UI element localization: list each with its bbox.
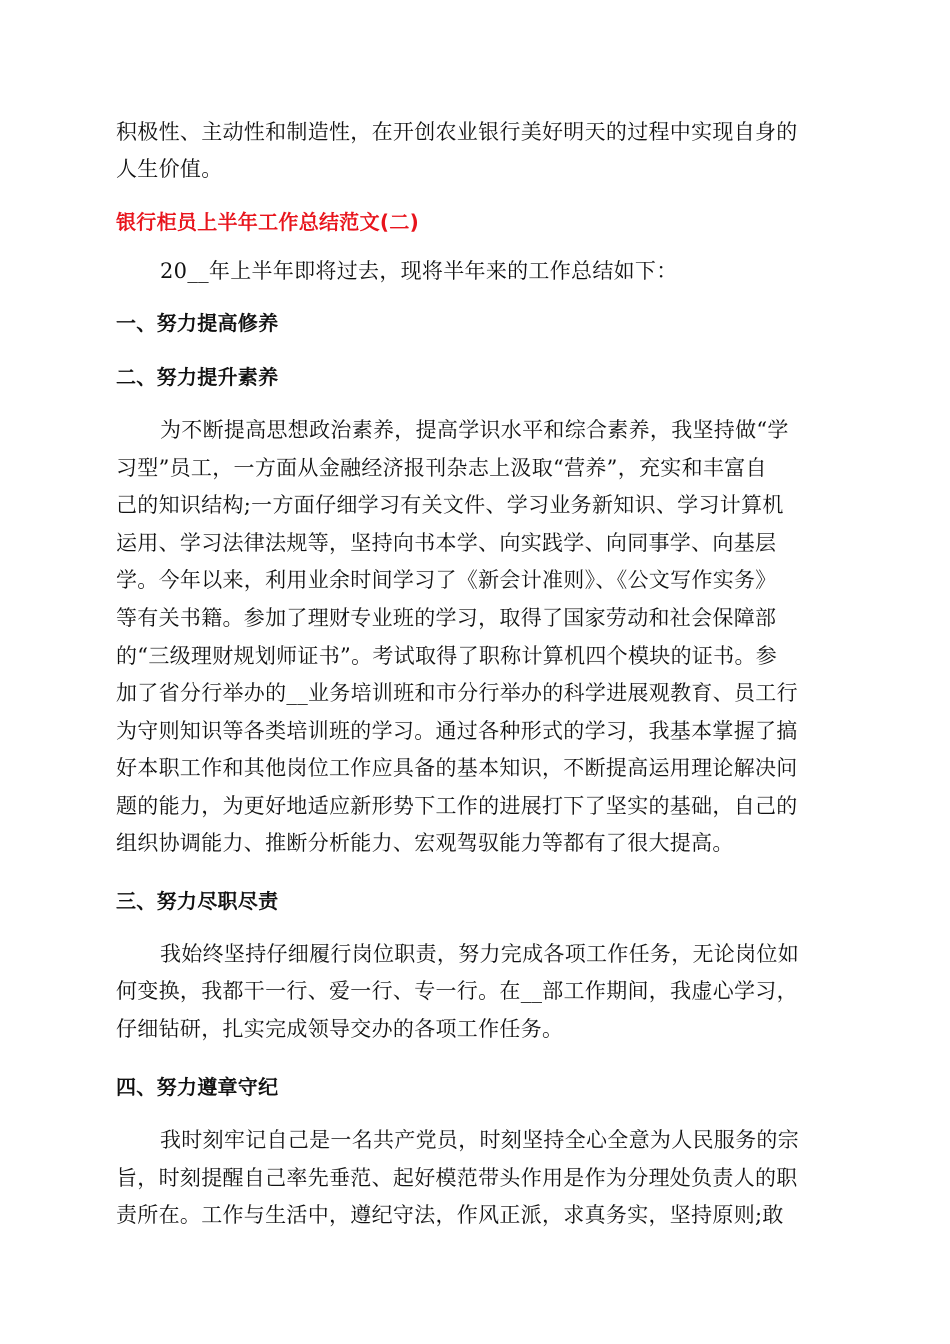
section-heading-3: 三、努力尽职尽责 xyxy=(116,889,279,913)
section2-line: 学。今年以来，利用业余时间学习了《新会计准则》、《公文写作实务》 xyxy=(116,568,777,592)
intro-line-2: 人生价值。 xyxy=(116,157,223,181)
section2-line: 的“三级理财规划师证书”。考试取得了职称计算机四个模块的证书。参 xyxy=(116,644,778,668)
section-heading-1: 一、努力提高修养 xyxy=(116,311,279,335)
section-heading-4: 四、努力遵章守纪 xyxy=(116,1075,279,1099)
section3-line: 仔细钻研，扎实完成领导交办的各项工作任务。 xyxy=(116,1017,564,1041)
opening-paragraph: 20__年上半年即将过去，现将半年来的工作总结如下： xyxy=(160,259,678,283)
section3-line: 我始终坚持仔细履行岗位职责，努力完成各项工作任务，无论岗位如 xyxy=(160,942,799,966)
section2-line: 好本职工作和其他岗位工作应具备的基本知识，不断提高运用理论解决问 xyxy=(116,756,798,780)
section2-line: 习型”员工，一方面从金融经济报刊杂志上汲取“营养”，充实和丰富自 xyxy=(116,456,767,480)
section2-line: 为不断提高思想政治素养，提高学识水平和综合素养，我坚持做“学 xyxy=(160,418,789,442)
section4-line: 我时刻牢记自己是一名共产党员，时刻坚持全心全意为人民服务的宗 xyxy=(160,1128,799,1152)
section2-line: 为守则知识等各类培训班的学习。通过各种形式的学习，我基本掌握了搞 xyxy=(116,719,798,743)
intro-line-1: 积极性、主动性和制造性，在开创农业银行美好明天的过程中实现自身的 xyxy=(116,120,798,144)
section2-line: 加了省分行举办的__业务培训班和市分行举办的科学进展观教育、员工行 xyxy=(116,681,798,705)
section2-line: 己的知识结构;一方面仔细学习有关文件、学习业务新知识、学习计算机 xyxy=(116,493,784,517)
section3-line: 何变换，我都干一行、爱一行、专一行。在__部工作期间，我虚心学习， xyxy=(116,979,798,1003)
section2-line: 题的能力，为更好地适应新形势下工作的进展打下了坚实的基础，自己的 xyxy=(116,794,798,818)
section4-line: 旨，时刻提醒自己率先垂范、起好模范带头作用是作为分理处负责人的职 xyxy=(116,1166,798,1190)
section4-line: 责所在。工作与生活中，遵纪守法，作风正派，求真务实，坚持原则;敢 xyxy=(116,1203,784,1227)
section2-line: 组织协调能力、推断分析能力、宏观驾驭能力等都有了很大提高。 xyxy=(116,831,734,855)
section2-line: 运用、学习法律法规等，坚持向书本学、向实践学、向同事学、向基层 xyxy=(116,531,777,555)
document-title: 银行柜员上半年工作总结范文(二) xyxy=(116,210,420,234)
section2-line: 等有关书籍。参加了理财专业班的学习，取得了国家劳动和社会保障部 xyxy=(116,606,777,630)
section-heading-2: 二、努力提升素养 xyxy=(116,365,279,389)
